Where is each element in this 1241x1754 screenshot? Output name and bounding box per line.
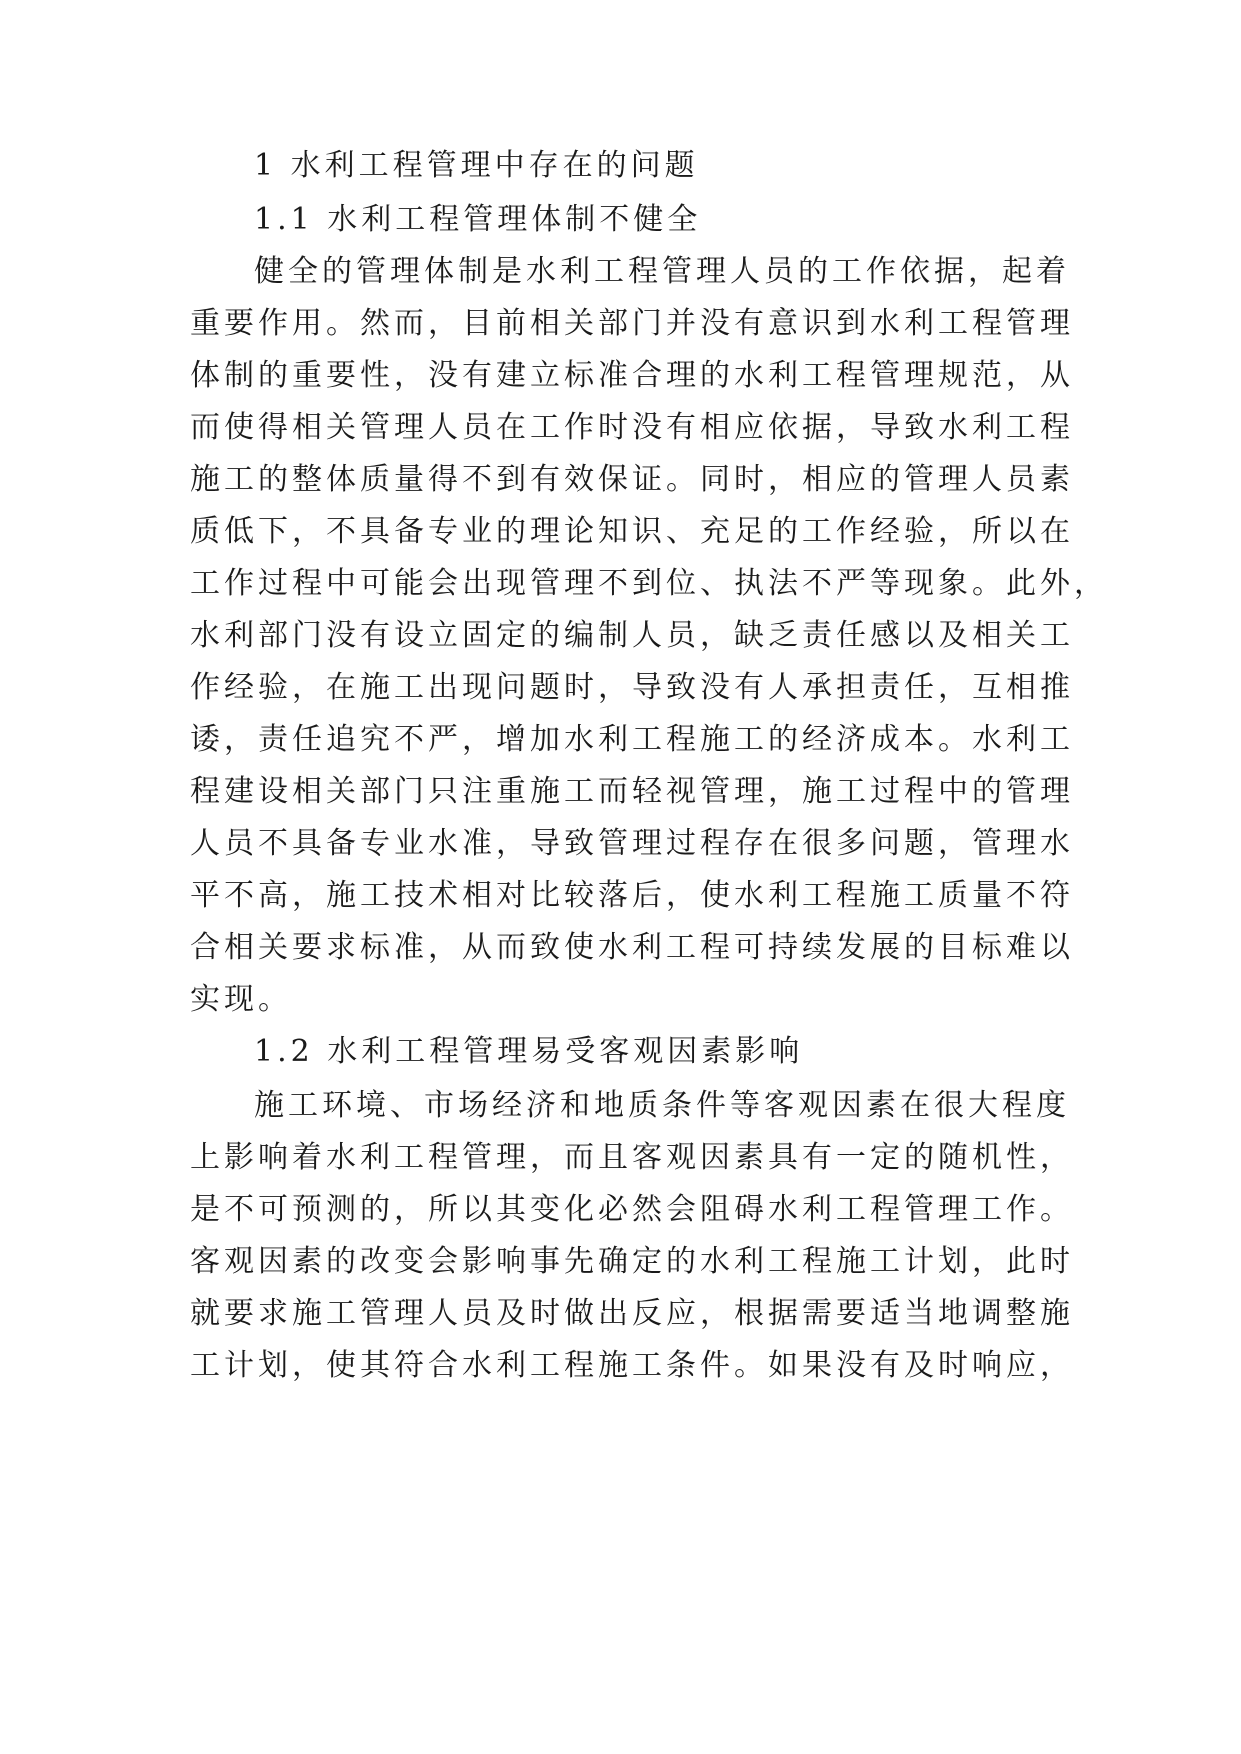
paragraph-line: 合相关要求标准，从而致使水利工程可持续发展的目标难以 [190,930,1074,965]
paragraph-line: 是不可预测的，所以其变化必然会阻碍水利工程管理工作。 [190,1192,1074,1227]
paragraph-line: 工作过程中可能会出现管理不到位、执法不严等现象。此外， [190,566,1108,601]
paragraph-line: 水利部门没有设立固定的编制人员，缺乏责任感以及相关工 [190,618,1074,653]
paragraph-line: 体制的重要性，没有建立标准合理的水利工程管理规范，从 [190,358,1074,393]
paragraph-line: 重要作用。然而，目前相关部门并没有意识到水利工程管理 [190,306,1074,341]
paragraph-line: 上影响着水利工程管理，而且客观因素具有一定的随机性， [190,1140,1074,1175]
paragraph-line: 质低下，不具备专业的理论知识、充足的工作经验，所以在 [190,514,1074,549]
paragraph-line: 而使得相关管理人员在工作时没有相应依据，导致水利工程 [190,410,1074,445]
paragraph-line: 人员不具备专业水准，导致管理过程存在很多问题，管理水 [190,826,1074,861]
section-heading-1: 1 水利工程管理中存在的问题 [254,148,699,183]
paragraph-line: 平不高，施工技术相对比较落后，使水利工程施工质量不符 [190,878,1074,913]
paragraph-line: 就要求施工管理人员及时做出反应，根据需要适当地调整施 [190,1296,1074,1331]
paragraph-line: 施工的整体质量得不到有效保证。同时，相应的管理人员素 [190,462,1074,497]
paragraph-line: 客观因素的改变会影响事先确定的水利工程施工计划，此时 [190,1244,1074,1279]
paragraph-line: 工计划，使其符合水利工程施工条件。如果没有及时响应， [190,1348,1074,1383]
paragraph-line: 作经验，在施工出现问题时，导致没有人承担责任，互相推 [190,670,1074,705]
paragraph-line: 实现。 [190,982,292,1017]
subsection-heading-1-1: 1.1 水利工程管理体制不健全 [254,202,702,237]
subsection-heading-1-2: 1.2 水利工程管理易受客观因素影响 [254,1034,804,1069]
paragraph-line: 诿，责任追究不严，增加水利工程施工的经济成本。水利工 [190,722,1074,757]
paragraph-line: 程建设相关部门只注重施工而轻视管理，施工过程中的管理 [190,774,1074,809]
paragraph-line: 健全的管理体制是水利工程管理人员的工作依据，起着 [254,254,1070,289]
paragraph-line: 施工环境、市场经济和地质条件等客观因素在很大程度 [254,1088,1070,1123]
